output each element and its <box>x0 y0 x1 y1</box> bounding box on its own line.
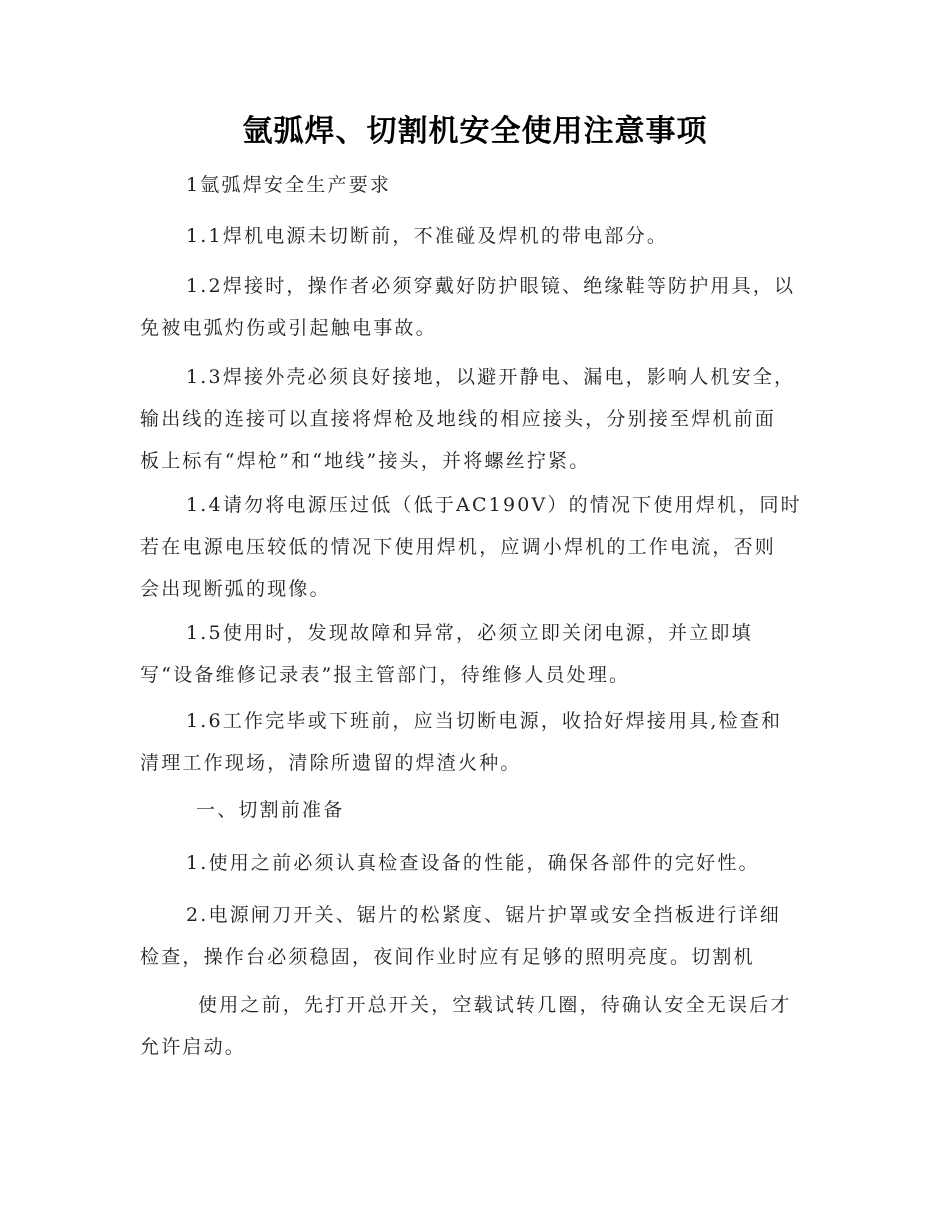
paragraph-line: 1.2焊接时，操作者必须穿戴好防护眼镜、绝缘鞋等防护用具，以 <box>186 275 796 297</box>
paragraph-1-6 <box>140 700 810 784</box>
paragraph-line: 检查，操作台必须稳固，夜间作业时应有足够的照明亮度。切割机 <box>140 946 755 968</box>
paragraph-line: 会出现断弧的现像。 <box>140 578 331 600</box>
paragraph-1-5 <box>140 612 810 696</box>
paragraph-line: 若在电源电压较低的情况下使用焊机，应调小焊机的工作电流，否则 <box>140 536 777 558</box>
paragraph-1-3 <box>140 356 810 482</box>
paragraph-line: 1.3焊接外壳必须良好接地，以避开静电、漏电，影响人机安全， <box>186 366 796 388</box>
paragraph-section-cutting <box>140 789 810 831</box>
paragraph-line: 清理工作现场，清除所遗留的焊渣火种。 <box>140 752 522 774</box>
paragraph-1-4 <box>140 484 810 610</box>
page-title: 氩弧焊、切割机安全使用注意事项 <box>242 114 708 149</box>
paragraph-line: 使用之前，先打开总开关，空载试转几圈，待确认安全无误后才 <box>198 994 792 1016</box>
paragraph-line: 1.5使用时，发现故障和异常，必须立即关闭电源，并立即填 <box>186 622 753 644</box>
paragraph-1-2 <box>140 265 810 349</box>
paragraph-line: 板上标有“焊枪”和“地线”接头，并将螺丝拧紧。 <box>140 450 591 472</box>
paragraph-line: 1.6工作完毕或下班前，应当切断电源，收拾好焊接用具,检查和 <box>186 710 783 732</box>
paragraph-line: 1.1焊机电源未切断前，不准碰及焊机的带电部分。 <box>186 225 669 247</box>
paragraph-line: 2.电源闸刀开关、锯片的松紧度、锯片护罩或安全挡板进行详细 <box>186 904 781 926</box>
paragraph-1-1 <box>140 215 810 257</box>
paragraph-line: 1.使用之前必须认真检查设备的性能，确保各部件的完好性。 <box>186 852 760 874</box>
paragraph-cutting-1 <box>140 842 810 884</box>
paragraph-line: 输出线的连接可以直接将焊枪及地线的相应接头，分别接至焊机前面 <box>140 408 777 430</box>
paragraph-line: 一、切割前准备 <box>196 799 345 821</box>
paragraph-line: 免被电弧灼伤或引起触电事故。 <box>140 317 437 339</box>
paragraph-line: 写“设备维修记录表”报主管部门，待维修人员处理。 <box>140 664 631 686</box>
paragraph-line: 1.4请勿将电源压过低（低于AC190V）的情况下使用焊机，同时 <box>186 494 802 516</box>
paragraph-line: 允许启动。 <box>140 1036 247 1058</box>
paragraph-line: 1氩弧焊安全生产要求 <box>186 174 392 196</box>
paragraph-cutting-2 <box>140 894 810 978</box>
paragraph-cutting-3 <box>140 984 810 1068</box>
paragraph-section-1 <box>140 164 810 206</box>
